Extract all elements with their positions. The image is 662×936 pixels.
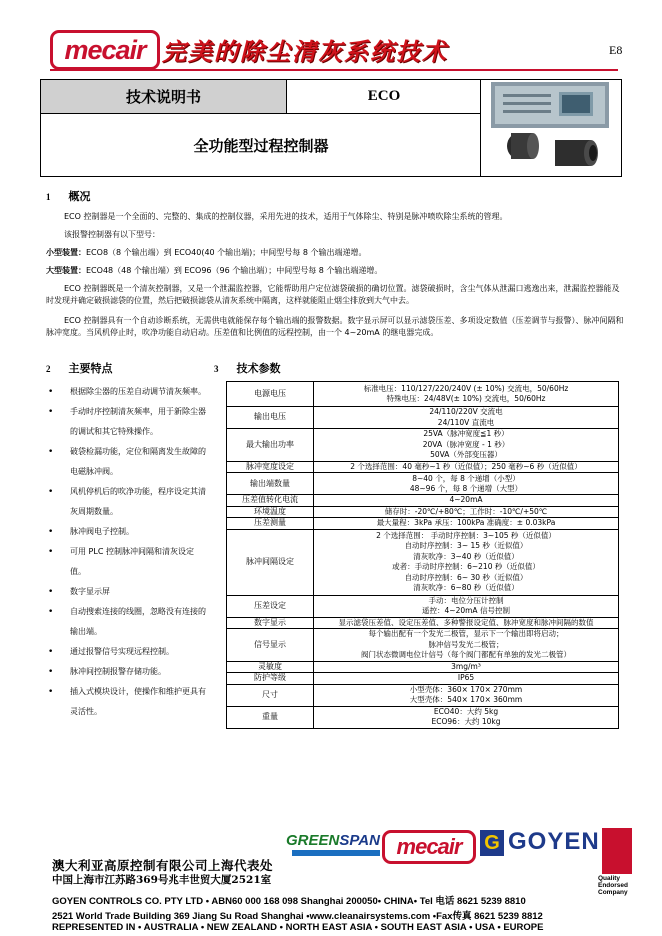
table-row bbox=[227, 473, 619, 495]
spec-value: 储存时：-20℃/+80℃；工作时：-10℃/+50℃ bbox=[314, 506, 619, 517]
spec-value: 4~20mA bbox=[314, 495, 619, 506]
spec-key: 重量 bbox=[227, 706, 314, 728]
logo-text: mecair bbox=[396, 834, 462, 859]
spec-key: 最大输出功率 bbox=[227, 429, 314, 462]
goyen-mark-icon: G bbox=[480, 830, 504, 856]
spec-key: 压差测量 bbox=[227, 518, 314, 529]
spec-key: 压差设定 bbox=[227, 595, 314, 617]
footer-company-en: GOYEN CONTROLS CO. PTY LTD • ABN60 000 168 098 Shanghai 200050• CHINA• Tel 电话 8621 5239 8810 bbox=[52, 896, 526, 907]
greenspan-green-text: GREEN bbox=[286, 832, 340, 849]
section-1-heading bbox=[46, 187, 91, 205]
spec-value: 2 个选择范围： 手动时序控制：3~105 秒（近似值） 自动时序控制：3~ 15 秒（近似值） 清灰吹净：3~40 秒（近似值） 或者：手动时序控制：6~210 秒（近似值） 自动时序控制：6~ 30 秒（近似值） 清灰吹净：6~80 秒（近似值） bbox=[314, 529, 619, 595]
list-item: • 可用 PLC 控制脉冲间隔和清灰设定值。 bbox=[44, 542, 209, 582]
section-3-title: 技术参数 bbox=[236, 362, 281, 375]
product-name: ECO bbox=[287, 80, 481, 114]
table-row bbox=[227, 629, 619, 662]
table-row bbox=[227, 407, 619, 429]
greenspan-span-text: SPAN bbox=[339, 832, 380, 849]
overview-paragraph-3: ECO 控制器既是一个清灰控制器，又是一个泄漏监控器，它能帮助用户定位滤袋破损的确切位置。滤袋破损时，含尘气体从泄漏口逃逸出来，泄漏监控器能及时发现并确定破损滤袋的位置，然后把破损滤袋从清灰系统中隔离，这样就能阻止烟尘排放到大气中去。 bbox=[46, 284, 620, 305]
footer-address-en: 2521 World Trade Building 369 Jiang Su Road Shanghai •www.cleanairsystems.com •Fax传真 8621 5239 8812 bbox=[52, 911, 543, 922]
product-photo bbox=[480, 79, 622, 177]
footer-company-cn: 澳大利亚高原控制有限公司上海代表处 bbox=[52, 858, 274, 873]
table-row bbox=[227, 595, 619, 617]
list-item: • 插入式模块设计，使操作和维护更具有灵活性。 bbox=[44, 682, 209, 722]
header-divider bbox=[50, 69, 618, 71]
list-item: • 破袋检漏功能，定位和隔离发生故障的电磁脉冲阀。 bbox=[44, 442, 209, 482]
table-row bbox=[227, 382, 619, 407]
table-row bbox=[227, 684, 619, 706]
spec-key: 输出电压 bbox=[227, 407, 314, 429]
spec-key: 数字显示 bbox=[227, 617, 314, 628]
list-item: • 自动搜索连接的线圈，忽略没有连接的输出端。 bbox=[44, 602, 209, 642]
mecair-footer-logo bbox=[382, 830, 476, 864]
spec-value: 标准电压：110/127/220/240V (± 10%) 交流电，50/60Hz 特殊电压：24/48V(± 10%) 交流电，50/60Hz bbox=[314, 382, 619, 407]
spec-value: 小型壳体：360× 170× 270mm 大型壳体：540× 170× 360mm bbox=[314, 684, 619, 706]
footer-represented: REPRESENTED IN • AUSTRALIA • NEW ZEALAND • NORTH EAST ASIA • SOUTH EAST ASIA • USA • EUROPE bbox=[52, 922, 544, 933]
list-item: • 脉冲阀电子控制。 bbox=[44, 522, 209, 542]
overview-large-models bbox=[46, 265, 626, 277]
spec-value: 手动：电位分压计控制 遥控：4~20mA 信号控制 bbox=[314, 595, 619, 617]
section-3-number: 3 bbox=[214, 364, 219, 374]
spec-value: 显示滤袋压差值、设定压差值、多种警报设定值、脉冲宽度和脉冲间隔的数值 bbox=[314, 617, 619, 628]
spec-key: 压差值转化电流 bbox=[227, 495, 314, 506]
quality-text: Quality Endorsed Company bbox=[598, 875, 628, 896]
overview-paragraph-4: ECO 控制器具有一个自动诊断系统，无需供电就能保存每个输出端的报警数据。数字显示屏可以显示滤袋压差、多项设定数值（压差调节与报警）、脉冲间隔和脉冲宽度。当风机停止时，吹净功能自动启动。压差值和比例值的远程控制，由一个 4~20mA 的继电器完成。 bbox=[46, 316, 624, 337]
table-row bbox=[227, 662, 619, 673]
title-table bbox=[40, 79, 482, 177]
quality-badge-icon bbox=[602, 828, 632, 874]
list-item: • 通过报警信号实现远程控制。 bbox=[44, 642, 209, 662]
greenspan-logo bbox=[286, 832, 380, 849]
section-3-heading bbox=[214, 359, 281, 377]
spec-key: 尺寸 bbox=[227, 684, 314, 706]
greenspan-bar bbox=[292, 850, 380, 856]
spec-value: 8~40 个，每 8 个递增（小型） 48~96 个，每 8 个递增（大型） bbox=[314, 473, 619, 495]
features-list bbox=[44, 382, 209, 722]
small-models-label: 小型装置： bbox=[46, 248, 86, 257]
section-2-number: 2 bbox=[46, 364, 51, 374]
table-row bbox=[227, 462, 619, 473]
page-code: E8 bbox=[609, 43, 623, 57]
spec-value: 最大量程：3kPa 承压：100kPa 准确度：± 0.03kPa bbox=[314, 518, 619, 529]
overview-paragraph-2: 该报警控制器有以下型号： bbox=[64, 230, 160, 239]
list-item: • 根据除尘器的压差自动调节清灰频率。 bbox=[44, 382, 209, 402]
spec-value: 25VA（脉冲宽度≦1 秒） 20VA（脉冲宽度 - 1 秒） 50VA（外部变压器） bbox=[314, 429, 619, 462]
section-2-title: 主要特点 bbox=[68, 362, 113, 375]
table-row bbox=[227, 706, 619, 728]
overview-small-models bbox=[46, 247, 626, 259]
spec-value: IP65 bbox=[314, 673, 619, 684]
section-1-title: 概况 bbox=[68, 190, 91, 203]
mecair-logo bbox=[50, 30, 160, 70]
spec-key: 脉冲间隔设定 bbox=[227, 529, 314, 595]
table-row bbox=[227, 529, 619, 595]
spec-key: 信号显示 bbox=[227, 629, 314, 662]
table-row bbox=[227, 673, 619, 684]
list-item: • 风机停机后的吹净功能，程序设定其清灰周期数量。 bbox=[44, 482, 209, 522]
table-row bbox=[227, 506, 619, 517]
list-item: • 手动时序控制清灰频率，用于新除尘器的调试和其它特殊操作。 bbox=[44, 402, 209, 442]
large-models-text: ECO48（48 个输出端）到 ECO96（96 个输出端）；中间型号每 8 个输出端递增。 bbox=[86, 266, 383, 275]
footer-address-cn: 中国上海市江苏路369号兆丰世贸大厦2521室 bbox=[52, 874, 272, 886]
doc-subtitle: 全功能型过程控制器 bbox=[193, 136, 329, 155]
spec-table bbox=[226, 381, 619, 729]
table-row bbox=[227, 617, 619, 628]
small-models-text: ECO8（8 个输出端）到 ECO40(40 个输出端)；中间型号每 8 个输出端递增。 bbox=[86, 248, 367, 257]
spec-key: 脉冲宽度设定 bbox=[227, 462, 314, 473]
goyen-logo: GOYEN bbox=[508, 828, 600, 855]
spec-value: 24/110/220V 交流电 24/110V 直流电 bbox=[314, 407, 619, 429]
spec-value: ECO40：大约 5kg ECO96：大约 10kg bbox=[314, 706, 619, 728]
spec-value: 每个输出配有一个发光二极管，显示下一个输出即将启动； 脉冲信号发光二极管； 阀门状态微调电位计信号（每个阀门都配有单独的发光二极管） bbox=[314, 629, 619, 662]
list-item: • 脉冲间控制报警存储功能。 bbox=[44, 662, 209, 682]
table-row bbox=[227, 429, 619, 462]
section-1-number: 1 bbox=[46, 192, 51, 202]
large-models-label: 大型装置： bbox=[46, 266, 86, 275]
section-2-heading bbox=[46, 359, 113, 377]
spec-key: 环境温度 bbox=[227, 506, 314, 517]
header-slogan: 完美的除尘清灰系统技术 bbox=[162, 38, 448, 66]
spec-key: 电源电压 bbox=[227, 382, 314, 407]
controller-photo-icon bbox=[481, 80, 621, 176]
table-row bbox=[227, 495, 619, 506]
spec-key: 灵敏度 bbox=[227, 662, 314, 673]
table-row bbox=[227, 518, 619, 529]
list-item: • 数字显示屏 bbox=[44, 582, 209, 602]
spec-key: 输出端数量 bbox=[227, 473, 314, 495]
overview-paragraph-1: ECO 控制器是一个全面的、完整的、集成的控制仪器，采用先进的技术，适用于气体除尘、特别是脉冲喷吹除尘系统的管理。 bbox=[64, 212, 508, 221]
spec-value: 2 个选择范围：40 毫秒~1 秒（近似值）；250 毫秒~6 秒（近似值） bbox=[314, 462, 619, 473]
spec-value: 3mg/m³ bbox=[314, 662, 619, 673]
spec-key: 防护等级 bbox=[227, 673, 314, 684]
logo-text: mecair bbox=[64, 34, 146, 65]
doc-type-label: 技术说明书 bbox=[41, 80, 287, 114]
